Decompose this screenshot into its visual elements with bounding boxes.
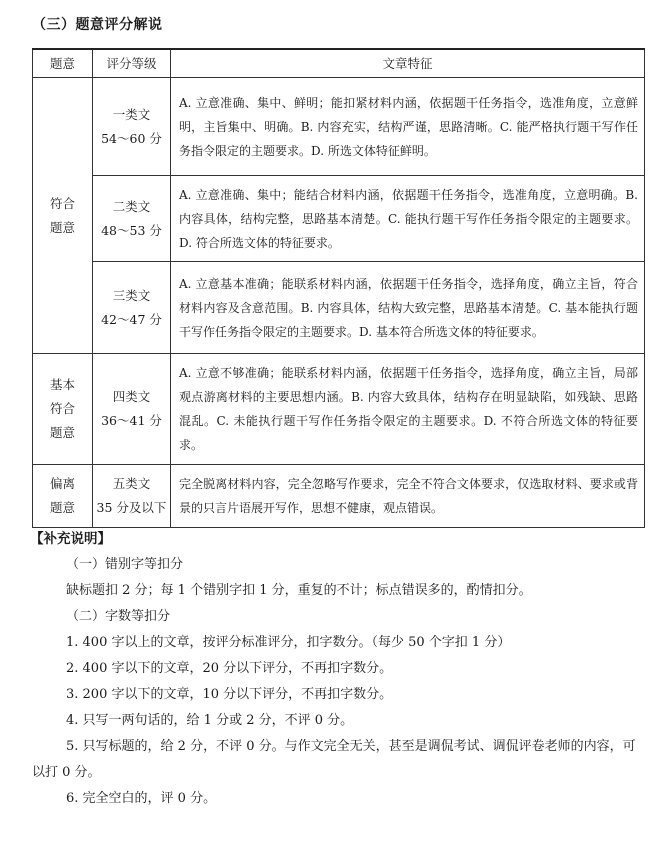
level-name: 五类文: [112, 476, 151, 491]
level-cell: [93, 354, 171, 465]
paragraph: 缺标题扣 2 分；每 1 个错别字扣 1 分，重复的不计；标点错误多的，酌情扣分。: [66, 583, 532, 598]
list-item: 6. 完全空白的，评 0 分。: [66, 791, 217, 806]
feature-cell: A. 立意准确、集中；能结合材料内涵，依据题干任务指令，选准角度，立意明确。B. 内容具体，结构完整，思路基本清楚。C. 能执行题干写作任务指令限定的主题要求。D. 符合所选文体的特征要求。: [171, 176, 645, 262]
header-grade: 评分等级: [93, 49, 171, 78]
list-item: 1. 400 字以上的文章，按评分标准评分，扣字数分。（每少 50 个字扣 1 分）: [66, 635, 511, 650]
header-topic: 题意: [33, 49, 93, 78]
level-score: 48～53 分: [101, 222, 162, 238]
level-name: 三类文: [112, 287, 151, 303]
category-cell: [33, 78, 93, 354]
category-line: 题意: [49, 425, 75, 440]
supplement-title: 【补充说明】: [30, 531, 111, 547]
category-cell: [33, 354, 93, 465]
table-header-row: [33, 49, 645, 78]
supplement-section: [32, 526, 644, 812]
sub-heading: （一）错别字等扣分: [66, 557, 184, 572]
feature-cell: A. 立意准确、集中、鲜明；能扣紧材料内涵，依据题干任务指令，选准角度，立意鲜明，主旨集中、明确。B. 内容充实，结构严谨，思路清晰。C. 能严格执行题干写作任务指令限定的主题要求。D. 所选文体特征鲜明。: [171, 78, 645, 176]
feature-cell: 完全脱离材料内容，完全忽略写作要求，完全不符合文体要求，仅选取材料、要求或背景的只言片语展开写作，思想不健康，观点错误。: [171, 465, 645, 528]
level-name: 一类文: [112, 106, 151, 122]
feature-cell: A. 立意基本准确；能联系材料内涵，依据题干任务指令，选择角度，确立主旨，符合材料内容及含意范围。B. 内容具体，结构大致完整，思路基本清楚。C. 基本能执行题干写作任务指令限定的主题要求。D. 基本符合所选文体的特征要求。: [171, 262, 645, 354]
level-cell: [93, 465, 171, 528]
table-row: [33, 176, 645, 262]
level-cell: [93, 262, 171, 354]
list-item: 4. 只写一两句话的，给 1 分或 2 分，不评 0 分。: [66, 713, 354, 728]
feature-cell: A. 立意不够准确；能联系材料内涵，依据题干任务指令，选择角度，确立主旨，局部观点游离材料的主要思想内涵。B. 内容大致具体，结构存在明显缺陷，如残缺、思路混乱。C. 未能执行题干写作任务指令限定的主题要求。D. 不符合所选文体的特征要求。: [171, 354, 645, 465]
table-row: [33, 262, 645, 354]
category-line: 题意: [49, 219, 75, 235]
grading-table: [32, 48, 645, 528]
level-name: 四类文: [112, 389, 151, 404]
table-row: [33, 465, 645, 528]
level-score: 54～60 分: [101, 130, 162, 146]
category-line: 符合: [49, 401, 75, 416]
level-name: 二类文: [112, 198, 151, 214]
table-row: [33, 78, 645, 176]
level-score: 35 分及以下: [96, 500, 167, 515]
level-score: 36～41 分: [101, 413, 162, 428]
header-features: 文章特征: [171, 49, 645, 78]
sub-heading: （二）字数等扣分: [66, 609, 171, 624]
category-line: 符合: [49, 195, 75, 211]
category-line: 题意: [49, 500, 75, 515]
list-item: 5. 只写标题的，给 2 分，不评 0 分。与作文完全无关，甚至是调侃考试、调侃评卷老师的内容，可以打 0 分。: [32, 739, 636, 780]
category-cell: [33, 465, 93, 528]
level-cell: [93, 176, 171, 262]
category-line: 偏离: [49, 476, 75, 491]
list-item: 2. 400 字以下的文章，20 分以下评分，不再扣字数分。: [66, 661, 393, 676]
section-heading: （三）题意评分解说: [32, 17, 163, 33]
level-score: 42～47 分: [101, 311, 162, 327]
category-line: 基本: [49, 377, 75, 392]
list-item: 3. 200 字以下的文章，10 分以下评分，不再扣字数分。: [66, 687, 393, 702]
table-row: [33, 354, 645, 465]
level-cell: [93, 78, 171, 176]
